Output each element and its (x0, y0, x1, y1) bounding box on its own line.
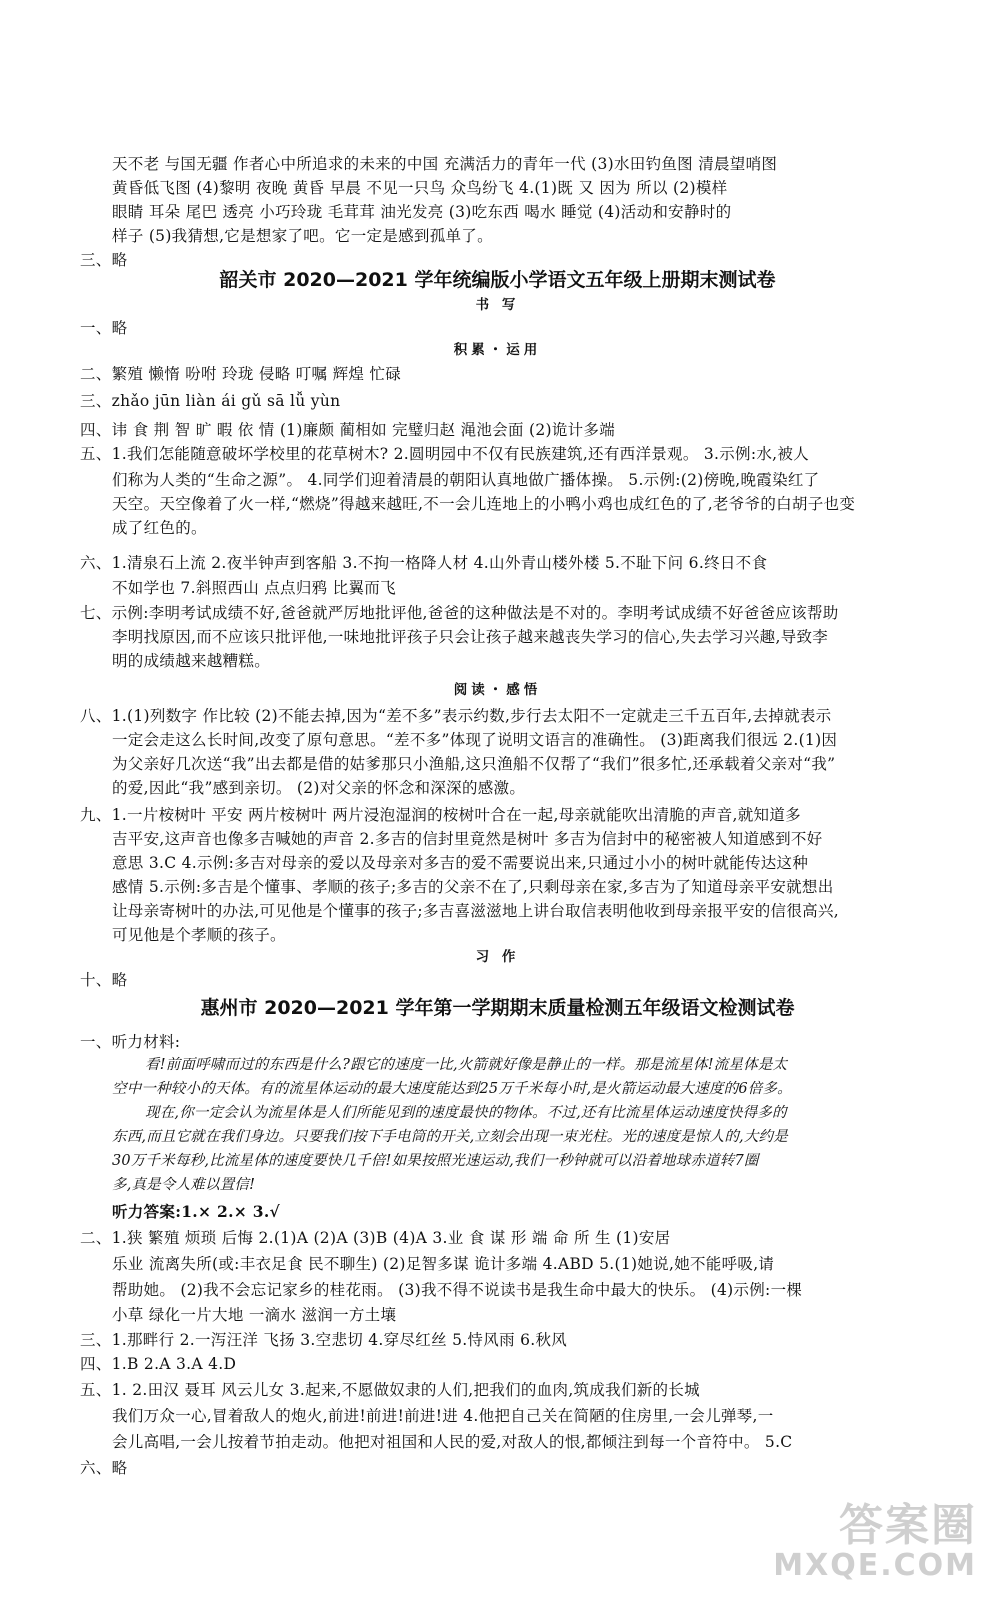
listening-text: 看!前面呼啸而过的东西是什么?跟它的速度一比,火箭就好像是静止的一样。那是流星体!流星体是太 (145, 1057, 788, 1073)
text-line: 黄昏低飞图 (4)黎明 夜晚 黄昏 早晨 不见一只鸟 众鸟纷飞 4.(1)既 又 因为 所以 (2)模样 (112, 179, 728, 197)
text-line: 二、1.狭 繁殖 烦琐 后悔 2.(1)A (2)A (3)B (4)A 3.业 食 谋 形 端 命 所 生 (1)安居 (80, 1229, 671, 1247)
text-line: 四、讳 食 荆 智 旷 暇 依 情 (1)廉颇 蔺相如 完璧归赵 渑池会面 (2)诡计多端 (80, 421, 616, 439)
text-line: 乐业 流离失所(或:丰衣足食 民不聊生) (2)足智多谋 诡计多端 4.ABD 5.(1)她说,她不能呼吸,请 (112, 1255, 775, 1273)
text-line: 十、略 (80, 971, 128, 989)
text-line: 四、1.B 2.A 3.A 4.D (80, 1355, 237, 1373)
text-line: 六、略 (80, 1459, 128, 1477)
text-line: 眼睛 耳朵 尾巴 透亮 小巧玲珑 毛茸茸 油光发亮 (3)吃东西 喝水 睡觉 (4)活动和安静时的 (112, 203, 732, 221)
text-line: 九、1.一片桉树叶 平安 两片桉树叶 两片浸泡湿润的桉树叶合在一起,母亲就能吹出清脆的声音,就知道多 (80, 806, 801, 824)
text-line: 一定会走这么长时间,改变了原句意思。“差不多”体现了说明文语言的准确性。 (3)距离我们很远 2.(1)因 (112, 731, 838, 749)
text-line: 感情 5.示例:多吉是个懂事、孝顺的孩子;多吉的父亲不在了,只剩母亲在家,多吉为了知道母亲平安就想出 (112, 878, 834, 896)
text-line: 可见他是个孝顺的孩子。 (112, 926, 286, 944)
text-line: 六、1.清泉石上流 2.夜半钟声到客船 3.不拘一格降人材 4.山外青山楼外楼 5.不耻下问 6.终日不食 (80, 554, 768, 572)
listening-answer: 听力答案:1.× 2.× 3.√ (112, 1202, 281, 1221)
site-watermark (773, 1502, 977, 1582)
text-line: 明的成绩越来越糟糕。 (112, 652, 271, 670)
text-line: 样子 (5)我猜想,它是想家了吧。它一定是感到孤单了。 (112, 227, 493, 245)
watermark-url: MXQE.COM (773, 1548, 977, 1583)
text-line: 吉平安,这声音也像多吉喊她的声音 2.多吉的信封里竟然是树叶 多吉为信封中的秘密被人知道感到不好 (112, 830, 823, 848)
text-line: 们称为人类的“生命之源”。 4.同学们迎着清晨的朝阳认真地做广播体操。 5.示例:(2)傍晚,晚霞染红了 (112, 471, 820, 489)
text-line: 会儿高唱,一会儿按着节拍走动。他把对祖国和人民的爱,对敌人的恨,都倾注到每一个音符中。 5.C (112, 1433, 793, 1451)
exam-title: 韶关市 2020—2021 学年统编版小学语文五年级上册期末测试卷 (219, 269, 776, 291)
text-line: 二、繁殖 懒惰 吩咐 玲珑 侵略 叮嘱 辉煌 忙碌 (80, 365, 401, 383)
text-line: 帮助她。 (2)我不会忘记家乡的桂花雨。 (3)我不得不说读书是我生命中最大的快乐。 (4)示例:一棵 (112, 1281, 803, 1299)
listening-text: 多,真是令人难以置信! (112, 1177, 256, 1193)
listening-text: 空中一种较小的天体。有的流星体运动的最大速度能达到25万千米每小时,是火箭运动最大速度的6倍多。 (112, 1081, 792, 1097)
section-heading: 书 写 (475, 297, 520, 313)
text-line: 五、1. 2.田汉 聂耳 风云儿女 3.起来,不愿做奴隶的人们,把我们的血肉,筑成我们新的长城 (80, 1381, 700, 1399)
text-line: 意思 3.C 4.示例:多吉对母亲的爱以及母亲对多吉的爱不需要说出来,只通过小小的树叶就能传达这种 (112, 854, 809, 872)
text-line: 成了红色的。 (112, 519, 207, 537)
text-line: 天不老 与国无疆 作者心中所追求的未来的中国 充满活力的青年一代 (3)水田钓鱼图 清晨望哨图 (112, 155, 778, 173)
text-line: 让母亲寄树叶的办法,可见他是个懂事的孩子;多吉喜滋滋地上讲台取信表明他收到母亲报平安的信很高兴, (112, 902, 839, 920)
text-line: 三、1.那畔行 2.一泻汪洋 飞扬 3.空悲切 4.穿尽红丝 5.恃风雨 6.秋风 (80, 1331, 568, 1349)
text-line: 李明找原因,而不应该只批评他,一味地批评孩子只会让孩子越来越丧失学习的信心,失去学习兴趣,导致李 (112, 628, 829, 646)
listening-text: 现在,你一定会认为流星体是人们所能见到的速度最快的物体。不过,还有比流星体运动速度快得多的 (145, 1105, 787, 1121)
text-line: 不如学也 7.斜照西山 点点归鸦 比翼而飞 (112, 579, 396, 597)
exam-title: 惠州市 2020—2021 学年第一学期期末质量检测五年级语文检测试卷 (200, 997, 795, 1019)
listening-text: 30万千米每秒,比流星体的速度要快几千倍!如果按照光速运动,我们一秒钟就可以沿着地球赤道转7圈 (112, 1153, 759, 1169)
text-line: 三、zhǎo jūn liàn ái gǔ sā lǚ yùn (80, 392, 341, 410)
text-line: 三、略 (80, 251, 128, 269)
listening-heading: 一、听力材料: (80, 1033, 181, 1051)
text-line: 五、1.我们怎能随意破坏学校里的花草树木? 2.圆明园中不仅有民族建筑,还有西洋景观。 3.示例:水,被人 (80, 445, 810, 463)
text-line: 的爱,因此“我”感到亲切。 (2)对父亲的怀念和深深的感激。 (112, 779, 526, 797)
text-line: 小草 绿化一片大地 一滴水 滋润一方土壤 (112, 1306, 397, 1324)
section-heading: 阅读・感悟 (453, 682, 542, 698)
text-line: 天空。天空像着了火一样,“燃烧”得越来越旺,不一会儿连地上的小鸭小鸡也成红色的了,老爷爷的白胡子也变 (112, 495, 856, 513)
text-line: 一、略 (80, 319, 128, 337)
text-line: 八、1.(1)列数字 作比较 (2)不能去掉,因为“差不多”表示约数,步行去太阳不一定就走三千五百年,去掉就表示 (80, 707, 832, 725)
listening-text: 东西,而且它就在我们身边。只要我们按下手电筒的开关,立刻会出现一束光柱。光的速度是惊人的,大约是 (112, 1129, 788, 1145)
watermark-logo: 答案圈 (839, 1500, 977, 1551)
section-heading: 积累・运用 (453, 342, 542, 358)
text-line: 为父亲好几次送“我”出去都是借的姑爹那只小渔船,这只渔船不仅帮了“我们”很多忙,还承载着父亲对“我” (112, 755, 836, 773)
text-line: 我们万众一心,冒着敌人的炮火,前进!前进!前进!进 4.他把自己关在简陋的住房里,一会儿弹琴,一 (112, 1407, 774, 1425)
text-line: 七、示例:李明考试成绩不好,爸爸就严厉地批评他,爸爸的这种做法是不对的。李明考试成绩不好爸爸应该帮助 (80, 604, 839, 622)
section-heading: 习 作 (475, 949, 520, 965)
